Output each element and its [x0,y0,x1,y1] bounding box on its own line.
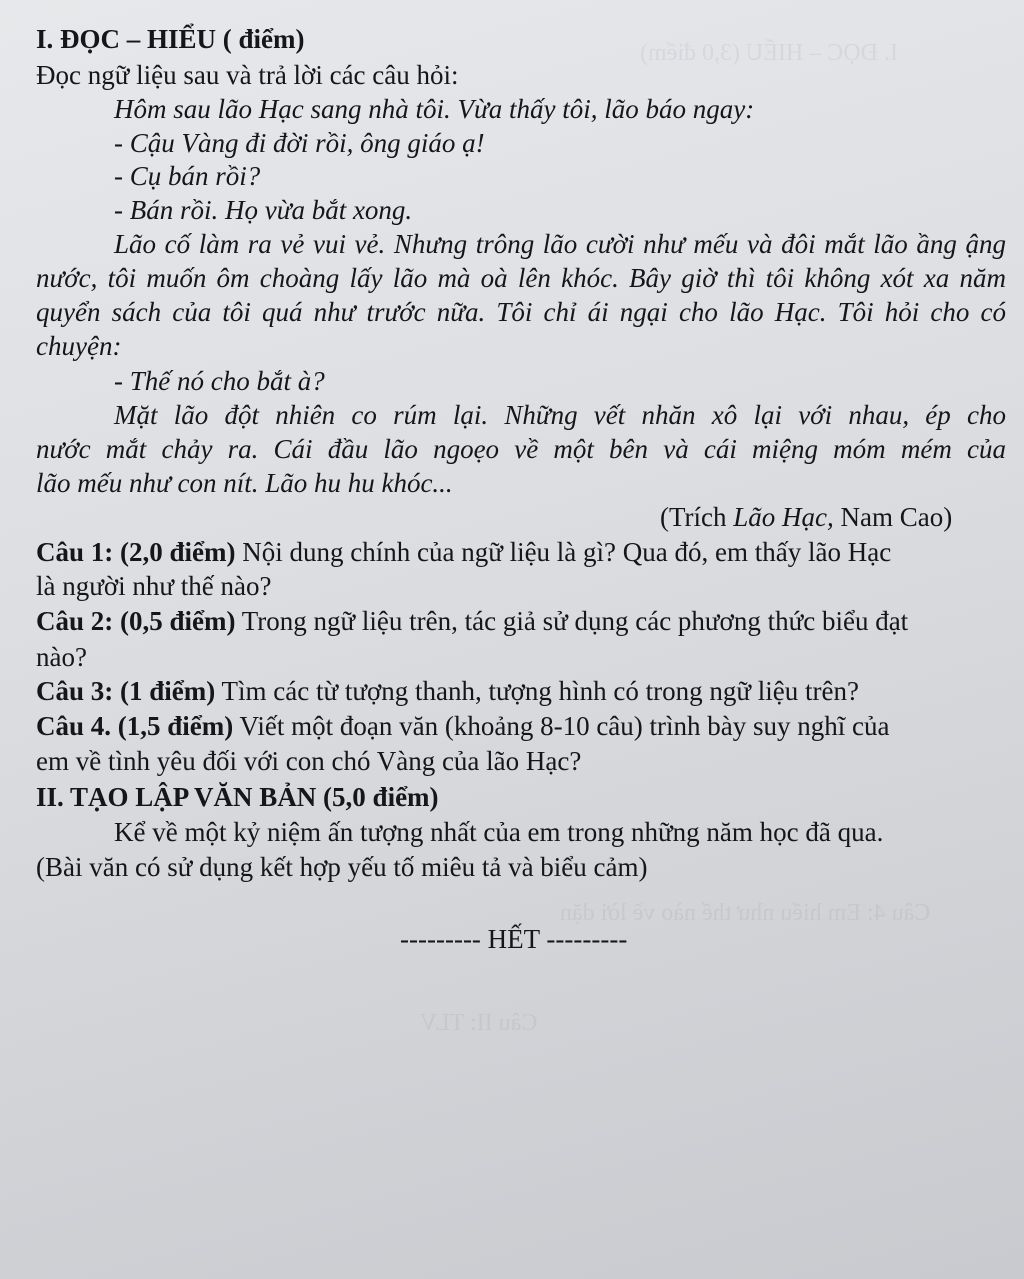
passage-line: Lão cố làm ra vẻ vui vẻ. Nhưng trông lão cười như mếu và đôi mắt lão ầng ậng [114,229,1006,259]
section-2-heading: II. TẠO LẬP VĂN BẢN (5,0 điểm) [36,782,439,812]
question-1-label: Câu 1: (2,0 điểm) [36,537,236,567]
question-1-cont: là người như thế nào? [36,571,272,601]
show-through-text: Câu II: TLV [420,1010,538,1036]
question-4-cont: em về tình yêu đối với con chó Vàng của lão Hạc? [36,746,582,776]
essay-prompt-note: (Bài văn có sử dụng kết hợp yếu tố miêu tả và biểu cảm) [36,852,648,882]
citation-prefix: (Trích [660,502,734,532]
question-3-text: Tìm các từ tượng thanh, tượng hình có trong ngữ liệu trên? [215,676,859,706]
section-1-heading: I. ĐỌC – HIỂU ( điểm) [36,24,305,54]
question-4-label: Câu 4. (1,5 điểm) [36,711,234,741]
passage-line: quyển sách của tôi quá như trước nữa. Tôi chỉ ái ngại cho lão Hạc. Tôi hỏi cho có [36,297,1006,327]
passage-line: chuyện: [36,331,122,361]
citation [660,500,952,534]
show-through-text: I. ĐỌC – HIỂU (3,0 điểm) [640,40,898,66]
question-2-label: Câu 2: (0,5 điểm) [36,606,236,636]
end-marker: --------- HẾT --------- [400,924,628,954]
question-4 [36,709,889,743]
citation-author: Nam Cao) [833,502,953,532]
passage-line: nước mắt chảy ra. Cái đầu lão ngoẹo về một bên và cái miệng móm mém của [36,434,1006,464]
question-2-text: Trong ngữ liệu trên, tác giả sử dụng các phương thức biểu đạt [235,606,909,636]
passage-line: Hôm sau lão Hạc sang nhà tôi. Vừa thấy tôi, lão báo ngay: [114,94,755,124]
passage-line: lão mếu như con nít. Lão hu hu khóc... [36,468,453,498]
question-3 [36,674,859,708]
passage-line: - Bán rồi. Họ vừa bắt xong. [114,195,413,225]
question-2 [36,604,908,638]
show-through-text: Câu 4: Em hiểu như thế nào về lời dặn [560,900,931,926]
question-1-text: Nội dung chính của ngữ liệu là gì? Qua đó, em thấy lão Hạc [235,537,892,567]
question-1 [36,535,891,569]
passage-line: - Cụ bán rồi? [114,161,261,191]
passage-line: - Cậu Vàng đi đời rồi, ông giáo ạ! [114,128,485,158]
citation-title: Lão Hạc, [733,502,834,532]
passage-line: - Thế nó cho bắt à? [114,366,325,396]
passage-line: Mặt lão đột nhiên co rúm lại. Những vết nhăn xô lại với nhau, ép cho [114,400,1006,430]
passage-line: nước, tôi muốn ôm choàng lấy lão mà oà lên khóc. Bây giờ thì tôi không xót xa năm [36,263,1006,293]
question-2-cont: nào? [36,642,87,672]
reading-instruction: Đọc ngữ liệu sau và trả lời các câu hỏi: [36,60,459,90]
essay-prompt: Kể về một kỷ niệm ấn tượng nhất của em trong những năm học đã qua. [114,817,884,847]
question-4-text: Viết một đoạn văn (khoảng 8-10 câu) trình bày suy nghĩ của [233,711,890,741]
question-3-label: Câu 3: (1 điểm) [36,676,216,706]
